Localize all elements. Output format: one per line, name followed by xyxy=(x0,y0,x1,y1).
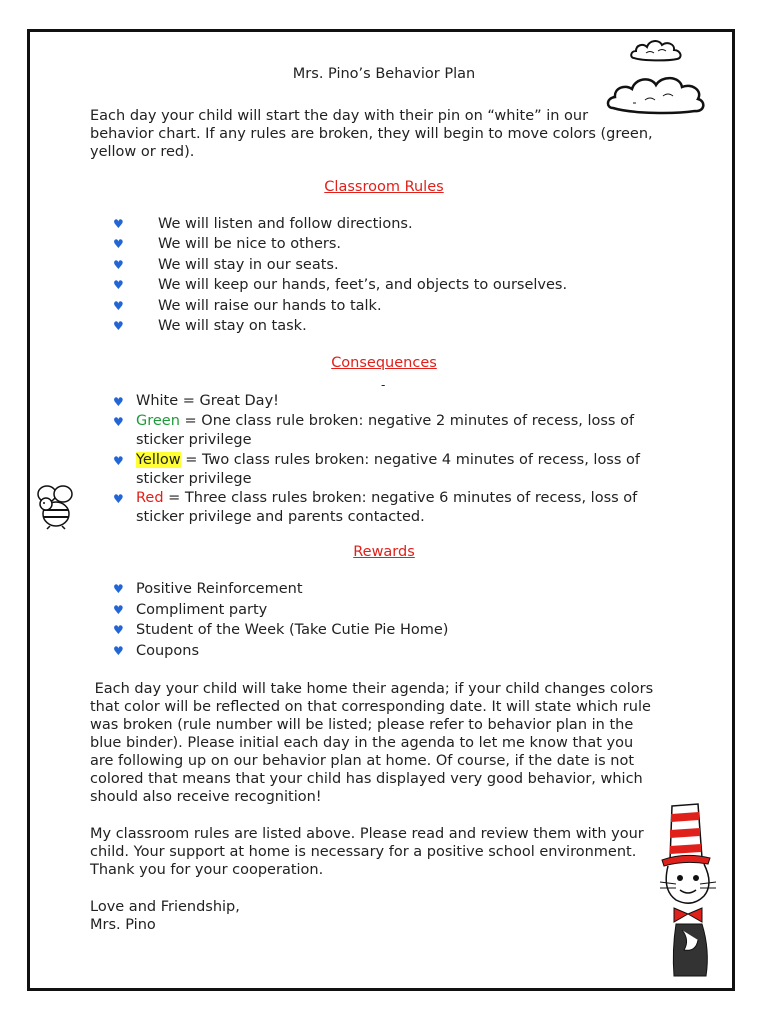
rule-item xyxy=(113,298,382,314)
classroom-rules-heading: Classroom Rules xyxy=(324,179,444,195)
heart-bullet-icon: ♥ xyxy=(113,582,124,596)
heart-bullet-icon: ♥ xyxy=(113,319,124,333)
heart-bullet-icon: ♥ xyxy=(113,278,124,292)
rule-text: We will be nice to others. xyxy=(158,236,341,252)
reward-text: Student of the Week (Take Cutie Pie Home) xyxy=(136,622,449,638)
page-title: Mrs. Pino’s Behavior Plan xyxy=(292,66,476,82)
heart-bullet-icon: ♥ xyxy=(113,217,124,231)
closing-line: child. Your support at home is necessary for a positive school environment. xyxy=(90,844,637,860)
intro-line: behavior chart. If any rules are broken, they will begin to move colors (green, xyxy=(90,126,653,142)
dash-mark: - xyxy=(381,378,386,392)
heart-bullet-icon: ♥ xyxy=(113,492,124,506)
heart-bullet-icon: ♥ xyxy=(113,237,124,251)
rule-text: We will stay in our seats. xyxy=(158,257,339,273)
agenda-line: was broken (rule number will be listed; please refer to behavior plan in the xyxy=(90,717,634,733)
rule-item xyxy=(113,277,568,293)
heart-bullet-icon: ♥ xyxy=(113,623,124,637)
rewards-heading: Rewards xyxy=(353,544,415,560)
rule-item xyxy=(113,318,307,334)
signature: Mrs. Pino xyxy=(90,917,156,933)
closing-line: My classroom rules are listed above. Please read and review them with your xyxy=(90,826,644,842)
white-label: White xyxy=(136,393,179,409)
rule-text: We will stay on task. xyxy=(158,318,307,334)
agenda-line: blue binder). Please initial each day in the agenda to let me know that you xyxy=(90,735,634,751)
rule-text: We will keep our hands, feet’s, and objects to ourselves. xyxy=(158,277,568,293)
closing-line: Thank you for your cooperation. xyxy=(90,862,324,878)
closing-paragraph xyxy=(90,825,710,879)
rule-text: We will listen and follow directions. xyxy=(158,216,413,232)
yellow-description-cont: sticker privilege xyxy=(136,471,252,487)
small-cloud-illustration xyxy=(628,36,686,66)
yellow-description: = Two class rules broken: negative 4 minutes of recess, loss of xyxy=(180,452,641,468)
signoff-line: Love and Friendship, xyxy=(90,899,240,915)
reward-text: Coupons xyxy=(136,643,200,659)
agenda-line: Each day your child will take home their agenda; if your child changes colors xyxy=(90,681,654,697)
consequences-heading: Consequences xyxy=(331,355,437,371)
agenda-line: colored that means that your child has displayed very good behavior, which xyxy=(90,771,643,787)
reward-text: Compliment party xyxy=(136,602,268,618)
agenda-line: should also receive recognition! xyxy=(90,789,322,805)
bee-illustration xyxy=(34,482,76,530)
reward-text: Positive Reinforcement xyxy=(136,581,303,597)
signoff xyxy=(90,898,690,934)
agenda-line: that color will be reflected on that corresponding date. It will state which rule xyxy=(90,699,651,715)
green-description-cont: sticker privilege xyxy=(136,432,252,448)
agenda-paragraph xyxy=(90,680,730,806)
cat-in-the-hat-illustration xyxy=(652,800,732,980)
red-description: = Three class rules broken: negative 6 minutes of recess, loss of xyxy=(163,490,638,506)
green-description: = One class rule broken: negative 2 minutes of recess, loss of xyxy=(179,413,635,429)
red-description-cont: sticker privilege and parents contacted. xyxy=(136,509,425,525)
heart-bullet-icon: ♥ xyxy=(113,258,124,272)
white-description: = Great Day! xyxy=(178,393,279,409)
heart-bullet-icon: ♥ xyxy=(113,299,124,313)
heart-bullet-icon: ♥ xyxy=(113,644,124,658)
intro-paragraph xyxy=(90,107,690,161)
green-label: Green xyxy=(136,413,180,429)
red-label: Red xyxy=(136,490,164,506)
intro-line: Each day your child will start the day with their pin on “white” in our xyxy=(90,108,589,124)
rule-item xyxy=(113,257,339,273)
intro-line: yellow or red). xyxy=(90,144,195,160)
rule-item xyxy=(113,216,413,232)
rule-text: We will raise our hands to talk. xyxy=(158,298,382,314)
heart-bullet-icon: ♥ xyxy=(113,415,124,429)
agenda-line: are following up on our behavior plan at home. Of course, if the date is not xyxy=(90,753,635,769)
heart-bullet-icon: ♥ xyxy=(113,454,124,468)
rule-item xyxy=(113,236,341,252)
heart-bullet-icon: ♥ xyxy=(113,603,124,617)
heart-bullet-icon: ♥ xyxy=(113,395,124,409)
yellow-label: Yellow xyxy=(136,452,181,468)
